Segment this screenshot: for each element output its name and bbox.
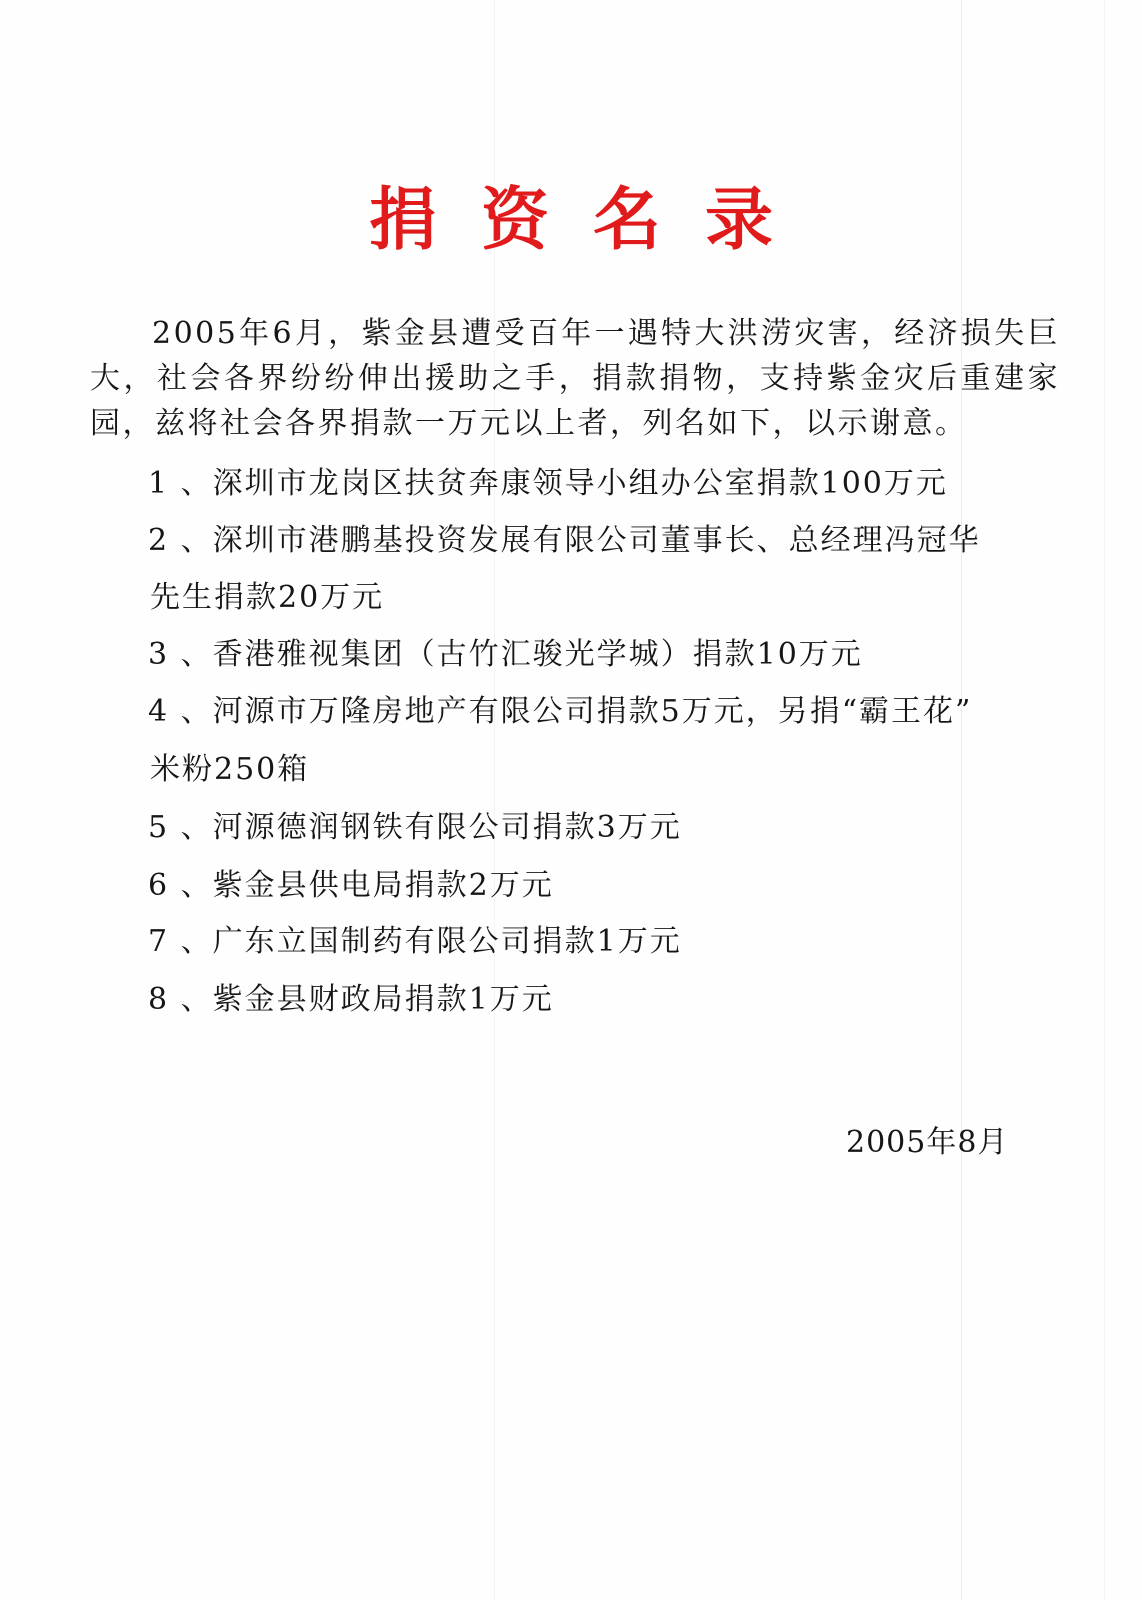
donor-item-4: 4 、河源市万隆房地产有限公司捐款5万元，另捐“霸王花” — [148, 694, 973, 729]
donor-item-3: 3 、香港雅视集团（古竹汇骏光学城）捐款10万元 — [148, 637, 863, 672]
donor-item-8: 8 、紫金县财政局捐款1万元 — [148, 982, 554, 1017]
document-title: 捐资名录 — [368, 180, 817, 260]
document-date: 2005年8月 — [846, 1125, 1009, 1160]
donor-item-4-continuation: 米粉250箱 — [150, 752, 310, 787]
donor-item-5: 5 、河源德润钢铁有限公司捐款3万元 — [148, 810, 682, 845]
donor-item-1: 1 、深圳市龙岗区扶贫奔康领导小组办公室捐款100万元 — [148, 466, 948, 501]
intro-paragraph: 2005年6月，紫金县遭受百年一遇特大洪涝灾害，经济损失巨大，社会各界纷纷伸出援助之手，捐款捐物，支持紫金灾后重建家园，兹将社会各界捐款一万元以上者，列名如下，以示谢意。 — [90, 316, 1060, 441]
donor-item-2-continuation: 先生捐款20万元 — [150, 580, 385, 615]
donor-item-2: 2 、深圳市港鹏基投资发展有限公司董事长、总经理冯冠华 — [148, 523, 981, 558]
donor-item-7: 7 、广东立国制药有限公司捐款1万元 — [148, 924, 682, 959]
donor-item-6: 6 、紫金县供电局捐款2万元 — [148, 868, 554, 903]
